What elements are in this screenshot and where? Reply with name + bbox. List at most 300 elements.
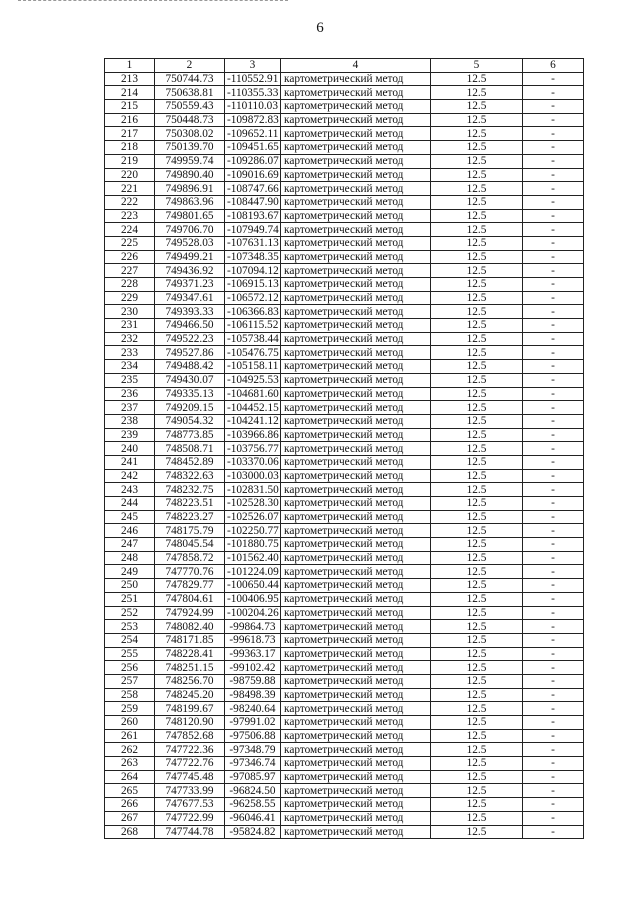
point-number-cell: 227 xyxy=(105,264,155,278)
y-coordinate-cell: -101224.09 xyxy=(225,565,281,579)
point-number-cell: 231 xyxy=(105,319,155,333)
table-row xyxy=(105,510,584,524)
table-row xyxy=(105,72,584,86)
method-cell: картометрический метод xyxy=(281,278,431,292)
point-number-cell: 261 xyxy=(105,729,155,743)
x-coordinate-cell: 747858.72 xyxy=(155,551,225,565)
accuracy-cell: 12.5 xyxy=(431,825,523,839)
table-row xyxy=(105,291,584,305)
y-coordinate-cell: -96824.50 xyxy=(225,784,281,798)
accuracy-cell: 12.5 xyxy=(431,770,523,784)
table-row xyxy=(105,551,584,565)
point-number-cell: 264 xyxy=(105,770,155,784)
table-row xyxy=(105,716,584,730)
note-cell: - xyxy=(523,647,584,661)
note-cell: - xyxy=(523,236,584,250)
method-cell: картометрический метод xyxy=(281,551,431,565)
accuracy-cell: 12.5 xyxy=(431,127,523,141)
accuracy-cell: 12.5 xyxy=(431,346,523,360)
x-coordinate-cell: 747804.61 xyxy=(155,592,225,606)
method-cell: картометрический метод xyxy=(281,825,431,839)
x-coordinate-cell: 747745.48 xyxy=(155,770,225,784)
method-cell: картометрический метод xyxy=(281,620,431,634)
y-coordinate-cell: -110355.33 xyxy=(225,86,281,100)
x-coordinate-cell: 749499.21 xyxy=(155,250,225,264)
y-coordinate-cell: -96046.41 xyxy=(225,811,281,825)
method-cell: картометрический метод xyxy=(281,688,431,702)
accuracy-cell: 12.5 xyxy=(431,414,523,428)
accuracy-cell: 12.5 xyxy=(431,538,523,552)
y-coordinate-cell: -102526.07 xyxy=(225,510,281,524)
note-cell: - xyxy=(523,579,584,593)
accuracy-cell: 12.5 xyxy=(431,442,523,456)
y-coordinate-cell: -99864.73 xyxy=(225,620,281,634)
accuracy-cell: 12.5 xyxy=(431,798,523,812)
accuracy-cell: 12.5 xyxy=(431,72,523,86)
method-cell: картометрический метод xyxy=(281,195,431,209)
method-cell: картометрический метод xyxy=(281,141,431,155)
x-coordinate-cell: 747852.68 xyxy=(155,729,225,743)
point-number-cell: 240 xyxy=(105,442,155,456)
accuracy-cell: 12.5 xyxy=(431,716,523,730)
method-cell: картометрический метод xyxy=(281,538,431,552)
y-coordinate-cell: -97346.74 xyxy=(225,757,281,771)
x-coordinate-cell: 748773.85 xyxy=(155,428,225,442)
note-cell: - xyxy=(523,168,584,182)
method-cell: картометрический метод xyxy=(281,127,431,141)
point-number-cell: 255 xyxy=(105,647,155,661)
table-row xyxy=(105,86,584,100)
accuracy-cell: 12.5 xyxy=(431,428,523,442)
table-row xyxy=(105,674,584,688)
table-row xyxy=(105,223,584,237)
note-cell: - xyxy=(523,811,584,825)
y-coordinate-cell: -109286.07 xyxy=(225,154,281,168)
y-coordinate-cell: -96258.55 xyxy=(225,798,281,812)
x-coordinate-cell: 750139.70 xyxy=(155,141,225,155)
table-row xyxy=(105,798,584,812)
accuracy-cell: 12.5 xyxy=(431,510,523,524)
x-coordinate-cell: 748082.40 xyxy=(155,620,225,634)
note-cell: - xyxy=(523,100,584,114)
note-cell: - xyxy=(523,250,584,264)
note-cell: - xyxy=(523,770,584,784)
x-coordinate-cell: 749054.32 xyxy=(155,414,225,428)
note-cell: - xyxy=(523,565,584,579)
accuracy-cell: 12.5 xyxy=(431,278,523,292)
method-cell: картометрический метод xyxy=(281,716,431,730)
note-cell: - xyxy=(523,538,584,552)
x-coordinate-cell: 748322.63 xyxy=(155,469,225,483)
note-cell: - xyxy=(523,524,584,538)
point-number-cell: 262 xyxy=(105,743,155,757)
table-row xyxy=(105,688,584,702)
note-cell: - xyxy=(523,387,584,401)
x-coordinate-cell: 749466.50 xyxy=(155,319,225,333)
method-cell: картометрический метод xyxy=(281,565,431,579)
table-row xyxy=(105,565,584,579)
note-cell: - xyxy=(523,757,584,771)
y-coordinate-cell: -97991.02 xyxy=(225,716,281,730)
method-cell: картометрический метод xyxy=(281,483,431,497)
point-number-cell: 224 xyxy=(105,223,155,237)
note-cell: - xyxy=(523,442,584,456)
point-number-cell: 222 xyxy=(105,195,155,209)
note-cell: - xyxy=(523,661,584,675)
point-number-cell: 248 xyxy=(105,551,155,565)
method-cell: картометрический метод xyxy=(281,414,431,428)
table-row xyxy=(105,757,584,771)
method-cell: картометрический метод xyxy=(281,592,431,606)
header-col-2: 2 xyxy=(155,59,225,73)
accuracy-cell: 12.5 xyxy=(431,524,523,538)
x-coordinate-cell: 749706.70 xyxy=(155,223,225,237)
y-coordinate-cell: -107348.35 xyxy=(225,250,281,264)
x-coordinate-cell: 748175.79 xyxy=(155,524,225,538)
point-number-cell: 216 xyxy=(105,113,155,127)
y-coordinate-cell: -101880.75 xyxy=(225,538,281,552)
table-row xyxy=(105,305,584,319)
table-row xyxy=(105,154,584,168)
note-cell: - xyxy=(523,784,584,798)
point-number-cell: 247 xyxy=(105,538,155,552)
point-number-cell: 218 xyxy=(105,141,155,155)
method-cell: картометрический метод xyxy=(281,223,431,237)
x-coordinate-cell: 747733.99 xyxy=(155,784,225,798)
accuracy-cell: 12.5 xyxy=(431,401,523,415)
point-number-cell: 246 xyxy=(105,524,155,538)
x-coordinate-cell: 749896.91 xyxy=(155,182,225,196)
x-coordinate-cell: 749436.92 xyxy=(155,264,225,278)
table-row xyxy=(105,113,584,127)
x-coordinate-cell: 748452.89 xyxy=(155,455,225,469)
x-coordinate-cell: 749890.40 xyxy=(155,168,225,182)
x-coordinate-cell: 747722.36 xyxy=(155,743,225,757)
table-row xyxy=(105,579,584,593)
x-coordinate-cell: 748171.85 xyxy=(155,633,225,647)
method-cell: картометрический метод xyxy=(281,442,431,456)
method-cell: картометрический метод xyxy=(281,72,431,86)
note-cell: - xyxy=(523,332,584,346)
y-coordinate-cell: -107631.13 xyxy=(225,236,281,250)
point-number-cell: 226 xyxy=(105,250,155,264)
x-coordinate-cell: 749347.61 xyxy=(155,291,225,305)
point-number-cell: 267 xyxy=(105,811,155,825)
table-row xyxy=(105,469,584,483)
table-row xyxy=(105,825,584,839)
table-row xyxy=(105,442,584,456)
accuracy-cell: 12.5 xyxy=(431,620,523,634)
table-row xyxy=(105,360,584,374)
table-row xyxy=(105,661,584,675)
table-row xyxy=(105,346,584,360)
page-number: 6 xyxy=(316,20,324,36)
point-number-cell: 237 xyxy=(105,401,155,415)
y-coordinate-cell: -99363.17 xyxy=(225,647,281,661)
table-row xyxy=(105,592,584,606)
point-number-cell: 217 xyxy=(105,127,155,141)
x-coordinate-cell: 749488.42 xyxy=(155,360,225,374)
accuracy-cell: 12.5 xyxy=(431,633,523,647)
x-coordinate-cell: 747722.99 xyxy=(155,811,225,825)
point-number-cell: 229 xyxy=(105,291,155,305)
point-number-cell: 228 xyxy=(105,278,155,292)
accuracy-cell: 12.5 xyxy=(431,291,523,305)
y-coordinate-cell: -97085.97 xyxy=(225,770,281,784)
method-cell: картометрический метод xyxy=(281,360,431,374)
x-coordinate-cell: 747722.76 xyxy=(155,757,225,771)
y-coordinate-cell: -98498.39 xyxy=(225,688,281,702)
y-coordinate-cell: -103370.06 xyxy=(225,455,281,469)
method-cell: картометрический метод xyxy=(281,319,431,333)
method-cell: картометрический метод xyxy=(281,469,431,483)
point-number-cell: 232 xyxy=(105,332,155,346)
table-row xyxy=(105,729,584,743)
x-coordinate-cell: 748251.15 xyxy=(155,661,225,675)
table-body xyxy=(105,72,584,839)
method-cell: картометрический метод xyxy=(281,510,431,524)
point-number-cell: 244 xyxy=(105,497,155,511)
table-row xyxy=(105,373,584,387)
accuracy-cell: 12.5 xyxy=(431,743,523,757)
x-coordinate-cell: 749863.96 xyxy=(155,195,225,209)
method-cell: картометрический метод xyxy=(281,702,431,716)
header-col-6: 6 xyxy=(523,59,584,73)
point-number-cell: 242 xyxy=(105,469,155,483)
method-cell: картометрический метод xyxy=(281,757,431,771)
accuracy-cell: 12.5 xyxy=(431,360,523,374)
method-cell: картометрический метод xyxy=(281,332,431,346)
method-cell: картометрический метод xyxy=(281,579,431,593)
method-cell: картометрический метод xyxy=(281,674,431,688)
point-number-cell: 221 xyxy=(105,182,155,196)
accuracy-cell: 12.5 xyxy=(431,223,523,237)
table-row xyxy=(105,209,584,223)
accuracy-cell: 12.5 xyxy=(431,182,523,196)
accuracy-cell: 12.5 xyxy=(431,154,523,168)
point-number-cell: 214 xyxy=(105,86,155,100)
table-row xyxy=(105,647,584,661)
accuracy-cell: 12.5 xyxy=(431,592,523,606)
y-coordinate-cell: -105738.44 xyxy=(225,332,281,346)
y-coordinate-cell: -103756.77 xyxy=(225,442,281,456)
x-coordinate-cell: 749959.74 xyxy=(155,154,225,168)
point-number-cell: 266 xyxy=(105,798,155,812)
note-cell: - xyxy=(523,606,584,620)
x-coordinate-cell: 748245.20 xyxy=(155,688,225,702)
note-cell: - xyxy=(523,278,584,292)
x-coordinate-cell: 748232.75 xyxy=(155,483,225,497)
note-cell: - xyxy=(523,223,584,237)
table-row xyxy=(105,319,584,333)
point-number-cell: 213 xyxy=(105,72,155,86)
accuracy-cell: 12.5 xyxy=(431,784,523,798)
table-row xyxy=(105,168,584,182)
note-cell: - xyxy=(523,113,584,127)
x-coordinate-cell: 750308.02 xyxy=(155,127,225,141)
y-coordinate-cell: -95824.82 xyxy=(225,825,281,839)
y-coordinate-cell: -102831.50 xyxy=(225,483,281,497)
note-cell: - xyxy=(523,620,584,634)
table-row xyxy=(105,250,584,264)
note-cell: - xyxy=(523,510,584,524)
y-coordinate-cell: -99102.42 xyxy=(225,661,281,675)
table-row xyxy=(105,414,584,428)
y-coordinate-cell: -104681.60 xyxy=(225,387,281,401)
table-row xyxy=(105,784,584,798)
method-cell: картометрический метод xyxy=(281,168,431,182)
top-edge-rule xyxy=(18,0,288,2)
x-coordinate-cell: 747770.76 xyxy=(155,565,225,579)
point-number-cell: 256 xyxy=(105,661,155,675)
y-coordinate-cell: -104452.15 xyxy=(225,401,281,415)
x-coordinate-cell: 749522.23 xyxy=(155,332,225,346)
y-coordinate-cell: -110110.03 xyxy=(225,100,281,114)
point-number-cell: 268 xyxy=(105,825,155,839)
note-cell: - xyxy=(523,798,584,812)
point-number-cell: 233 xyxy=(105,346,155,360)
point-number-cell: 243 xyxy=(105,483,155,497)
note-cell: - xyxy=(523,360,584,374)
accuracy-cell: 12.5 xyxy=(431,264,523,278)
accuracy-cell: 12.5 xyxy=(431,606,523,620)
table-row xyxy=(105,195,584,209)
note-cell: - xyxy=(523,72,584,86)
x-coordinate-cell: 748223.27 xyxy=(155,510,225,524)
accuracy-cell: 12.5 xyxy=(431,565,523,579)
accuracy-cell: 12.5 xyxy=(431,497,523,511)
x-coordinate-cell: 749393.33 xyxy=(155,305,225,319)
x-coordinate-cell: 749801.65 xyxy=(155,209,225,223)
note-cell: - xyxy=(523,633,584,647)
table-row xyxy=(105,264,584,278)
table-row xyxy=(105,428,584,442)
y-coordinate-cell: -104925.53 xyxy=(225,373,281,387)
accuracy-cell: 12.5 xyxy=(431,236,523,250)
note-cell: - xyxy=(523,305,584,319)
x-coordinate-cell: 750448.73 xyxy=(155,113,225,127)
method-cell: картометрический метод xyxy=(281,633,431,647)
y-coordinate-cell: -106915.13 xyxy=(225,278,281,292)
y-coordinate-cell: -100650.44 xyxy=(225,579,281,593)
point-number-cell: 263 xyxy=(105,757,155,771)
table-row xyxy=(105,538,584,552)
y-coordinate-cell: -108193.67 xyxy=(225,209,281,223)
y-coordinate-cell: -108447.90 xyxy=(225,195,281,209)
y-coordinate-cell: -107094.12 xyxy=(225,264,281,278)
y-coordinate-cell: -97348.79 xyxy=(225,743,281,757)
note-cell: - xyxy=(523,209,584,223)
accuracy-cell: 12.5 xyxy=(431,551,523,565)
method-cell: картометрический метод xyxy=(281,428,431,442)
accuracy-cell: 12.5 xyxy=(431,674,523,688)
point-number-cell: 235 xyxy=(105,373,155,387)
accuracy-cell: 12.5 xyxy=(431,455,523,469)
y-coordinate-cell: -103966.86 xyxy=(225,428,281,442)
accuracy-cell: 12.5 xyxy=(431,757,523,771)
y-coordinate-cell: -107949.74 xyxy=(225,223,281,237)
x-coordinate-cell: 748199.67 xyxy=(155,702,225,716)
coordinates-table xyxy=(104,58,584,839)
point-number-cell: 265 xyxy=(105,784,155,798)
accuracy-cell: 12.5 xyxy=(431,141,523,155)
y-coordinate-cell: -102250.77 xyxy=(225,524,281,538)
table-row xyxy=(105,100,584,114)
x-coordinate-cell: 748223.51 xyxy=(155,497,225,511)
note-cell: - xyxy=(523,702,584,716)
table-row xyxy=(105,620,584,634)
note-cell: - xyxy=(523,414,584,428)
note-cell: - xyxy=(523,428,584,442)
note-cell: - xyxy=(523,497,584,511)
method-cell: картометрический метод xyxy=(281,291,431,305)
note-cell: - xyxy=(523,346,584,360)
accuracy-cell: 12.5 xyxy=(431,332,523,346)
x-coordinate-cell: 749371.23 xyxy=(155,278,225,292)
accuracy-cell: 12.5 xyxy=(431,661,523,675)
x-coordinate-cell: 748228.41 xyxy=(155,647,225,661)
method-cell: картометрический метод xyxy=(281,784,431,798)
table-row xyxy=(105,236,584,250)
note-cell: - xyxy=(523,483,584,497)
header-col-5: 5 xyxy=(431,59,523,73)
header-col-3: 3 xyxy=(225,59,281,73)
table-row xyxy=(105,401,584,415)
accuracy-cell: 12.5 xyxy=(431,483,523,497)
x-coordinate-cell: 747924.99 xyxy=(155,606,225,620)
accuracy-cell: 12.5 xyxy=(431,250,523,264)
point-number-cell: 251 xyxy=(105,592,155,606)
method-cell: картометрический метод xyxy=(281,798,431,812)
accuracy-cell: 12.5 xyxy=(431,811,523,825)
point-number-cell: 215 xyxy=(105,100,155,114)
y-coordinate-cell: -104241.12 xyxy=(225,414,281,428)
method-cell: картометрический метод xyxy=(281,455,431,469)
note-cell: - xyxy=(523,674,584,688)
point-number-cell: 223 xyxy=(105,209,155,223)
method-cell: картометрический метод xyxy=(281,346,431,360)
accuracy-cell: 12.5 xyxy=(431,100,523,114)
table-row xyxy=(105,127,584,141)
note-cell: - xyxy=(523,551,584,565)
note-cell: - xyxy=(523,825,584,839)
accuracy-cell: 12.5 xyxy=(431,647,523,661)
note-cell: - xyxy=(523,688,584,702)
y-coordinate-cell: -110552.91 xyxy=(225,72,281,86)
method-cell: картометрический метод xyxy=(281,100,431,114)
note-cell: - xyxy=(523,291,584,305)
y-coordinate-cell: -100204.26 xyxy=(225,606,281,620)
y-coordinate-cell: -99618.73 xyxy=(225,633,281,647)
x-coordinate-cell: 749209.15 xyxy=(155,401,225,415)
table-row xyxy=(105,524,584,538)
x-coordinate-cell: 747829.77 xyxy=(155,579,225,593)
method-cell: картометрический метод xyxy=(281,606,431,620)
method-cell: картометрический метод xyxy=(281,182,431,196)
method-cell: картометрический метод xyxy=(281,86,431,100)
y-coordinate-cell: -100406.95 xyxy=(225,592,281,606)
accuracy-cell: 12.5 xyxy=(431,387,523,401)
table-row xyxy=(105,387,584,401)
point-number-cell: 249 xyxy=(105,565,155,579)
y-coordinate-cell: -97506.88 xyxy=(225,729,281,743)
point-number-cell: 238 xyxy=(105,414,155,428)
note-cell: - xyxy=(523,592,584,606)
accuracy-cell: 12.5 xyxy=(431,702,523,716)
method-cell: картометрический метод xyxy=(281,154,431,168)
point-number-cell: 259 xyxy=(105,702,155,716)
x-coordinate-cell: 749335.13 xyxy=(155,387,225,401)
